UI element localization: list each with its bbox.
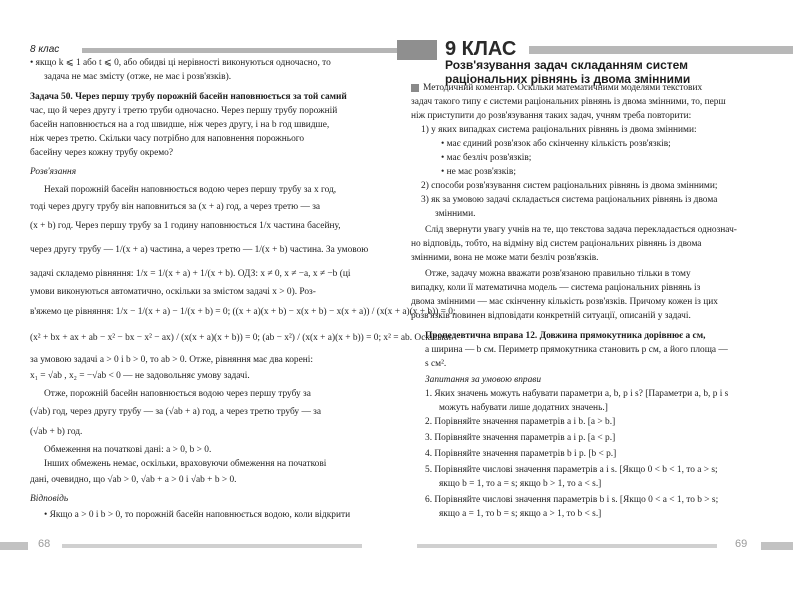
text-line: задачі складемо рівняння: 1/x = 1/(x + a) + 1/(x + b). ОДЗ: x ≠ 0, x ≠ −a, x ≠ −b (ці [30, 269, 351, 279]
text-line: (x² + bx + ax + ab − x² − bx − x² − ax) / (x(x + a)(x + b)) = 0; (ab − x²) / (x(x + a)(x + b)) = 0; x² = ab. Оскільки [30, 333, 452, 343]
text-line: Слід звернути увагу учнів на те, що текстова задача перекладається однознач- [425, 225, 737, 235]
text-line: • має безліч розв'язків; [441, 153, 532, 163]
text-line: (√ab) год, через другу трубу — за (√ab + a) год, а через третю трубу — за [30, 407, 322, 417]
text-line: через другу трубу — 1/(x + a) частина, а через третю — 1/(x + b) частина. За умовою [30, 245, 369, 255]
text-line: (x + b) год. Через першу трубу за 1 годину наповнюється 1/x частина басейну, [30, 221, 341, 231]
text-line: • не має розв'язків; [441, 167, 516, 177]
footer-bar [761, 542, 793, 550]
text-line: Нехай порожній басейн наповнюється водою через першу трубу за x год, [44, 185, 337, 195]
text-line: Розв'язання [30, 167, 77, 177]
text-line: за умовою задачі a > 0 і b > 0, то ab > 0. Отже, рівняння має два корені: [30, 355, 313, 365]
text-line: розв'язків повинен відповідати конкретній ситуації, описаній у задачі. [411, 311, 691, 321]
text-line: Отже, порожній басейн наповнюється водою через першу трубу за [44, 389, 311, 399]
header-rule [82, 48, 397, 53]
chapter-bar-right [529, 46, 793, 54]
text-line: змінними, вона не може мати безліч розв'язків. [411, 253, 599, 263]
text-line: 4. Порівняйте значення параметрів b і p. [b < p.] [425, 449, 617, 459]
section-title-2: раціональних рівнянь із двома змінними [445, 72, 691, 86]
text-line: 6. Порівняйте числові значення параметрів b і s. [Якщо 0 < a < 1, то b > s; [425, 495, 719, 505]
text-line: • якщо k ⩽ 1 або t ⩽ 0, або обидві ці нерівності виконуються одночасно, то [30, 58, 331, 68]
text-line: Інших обмежень немає, оскільки, враховуючи обмеження на початкові [44, 459, 327, 469]
page-number: 69 [735, 538, 748, 550]
page-number: 68 [38, 538, 51, 550]
chapter-title: 9 КЛАС [445, 38, 517, 60]
text-line: но відповідь, тобто, на відміну від систем раціональних рівнянь із двома [411, 239, 702, 249]
text-line: • Якщо a > 0 і b > 0, то порожній басейн наповнюється водою, коли відкрити [44, 510, 351, 520]
text-line: x₁ = √ab , x₂ = −√ab < 0 — не задовольняє умову задачі. [30, 371, 250, 381]
text-line: (√ab + b) год. [30, 427, 83, 437]
text-line: Відповідь [30, 494, 69, 504]
text-line: в'яжемо це рівняння: 1/x − 1/(x + a) − 1/(x + b) = 0; ((x + a)(x + b) − x(x + b) − x(x + a)) / (x(x + a)(x + b)) = 0; [30, 307, 456, 317]
text-line: 1) у яких випадках система раціональних рівнянь із двома змінними: [421, 125, 697, 135]
text-line: Методичний коментар. Оскільки математичними моделями текстових [411, 82, 779, 96]
text-line: 5. Порівняйте числові значення параметрів a і s. [Якщо 0 < b < 1, то a > s; [425, 465, 718, 475]
text-line: Задача 50. Через першу трубу порожній басейн наповнюється за той самий [30, 92, 347, 102]
text-line: 1. Яких значень можуть набувати параметри a, b, p і s? [Параметри a, b, p і s [425, 389, 729, 399]
text-line: 3) як за умовою задачі складається система раціональних рівнянь із двома [421, 195, 718, 205]
text-line: змінними. [435, 209, 476, 219]
text-line: задача не має змісту (отже, не має і розв'язків). [44, 72, 232, 82]
text-line: • має єдиний розв'язок або скінченну кількість розв'язків; [441, 139, 671, 149]
footer-bar [0, 542, 28, 550]
text-line: 2. Порівняйте значення параметрів a і b. [a > b.] [425, 417, 616, 427]
text-line: s см². [425, 359, 447, 369]
text-line: якщо a = 1, то b = s; якщо a > 1, то b < s.] [439, 509, 602, 519]
text-line: Обмеження на початкові дані: a > 0, b > 0. [44, 445, 212, 455]
text-line: ніж приступити до розв'язування таких задач, учням треба повторити: [411, 111, 692, 121]
marker-square-icon [411, 84, 419, 92]
text-line: двома змінними — має скінченну кількість розв'язків. Причому кожен із цих [411, 297, 718, 307]
text-line: Отже, задачу можна вважати розв'язаною правильно тільки в тому [425, 269, 691, 279]
text-line: якщо b = 1, то a = s; якщо b > 1, то a < s.] [439, 479, 602, 489]
text-line: 2) способи розв'язування систем раціональних рівнянь із двома змінними; [421, 181, 718, 191]
text-line: випадку, коли її математична модель — система раціональних рівнянь із [411, 283, 701, 293]
text-line: ніж через третю. Скільки часу потрібно для наповнення порожнього [30, 134, 305, 144]
text-line: басейну через кожну трубу окремо? [30, 148, 174, 158]
text-line: умови виконуються автоматично, оскільки за змістом задачі x > 0). Роз- [30, 287, 316, 297]
footer-rule [62, 544, 362, 548]
footer-rule [417, 544, 717, 548]
text-line: задач такого типу є системи раціональних рівнянь із двома змінними, то, перш [411, 97, 726, 107]
text-line: 3. Порівняйте значення параметрів a і p. [a < p.] [425, 433, 616, 443]
text-line: а ширина — b см. Периметр прямокутника становить p см, а його площа — [425, 345, 728, 355]
text-line: Запитання за умовою вправи [425, 375, 542, 385]
text-line: можуть набувати лише додатних значень.] [439, 403, 608, 413]
right-page [397, 0, 793, 600]
text-line: дані, очевидно, що √ab > 0, √ab + a > 0 і √ab + b > 0. [30, 475, 237, 485]
grade-header: 8 клас [30, 44, 60, 55]
text-line: тоді через другу трубу він наповниться за (x + a) год, а через третю — за [30, 202, 321, 212]
section-title-1: Розв'язування задач складанням систем [445, 58, 689, 72]
text-line: час, що й через другу і третю труби одночасно. Через першу трубу порожній [30, 106, 338, 116]
text-line: Пропедевтична вправа 12. Довжина прямокутника дорівнює a см, [425, 331, 706, 341]
chapter-bar-left [397, 40, 437, 60]
text-line: басейн наповнюється на a год швидше, ніж через другу, і на b год швидше, [30, 120, 330, 130]
